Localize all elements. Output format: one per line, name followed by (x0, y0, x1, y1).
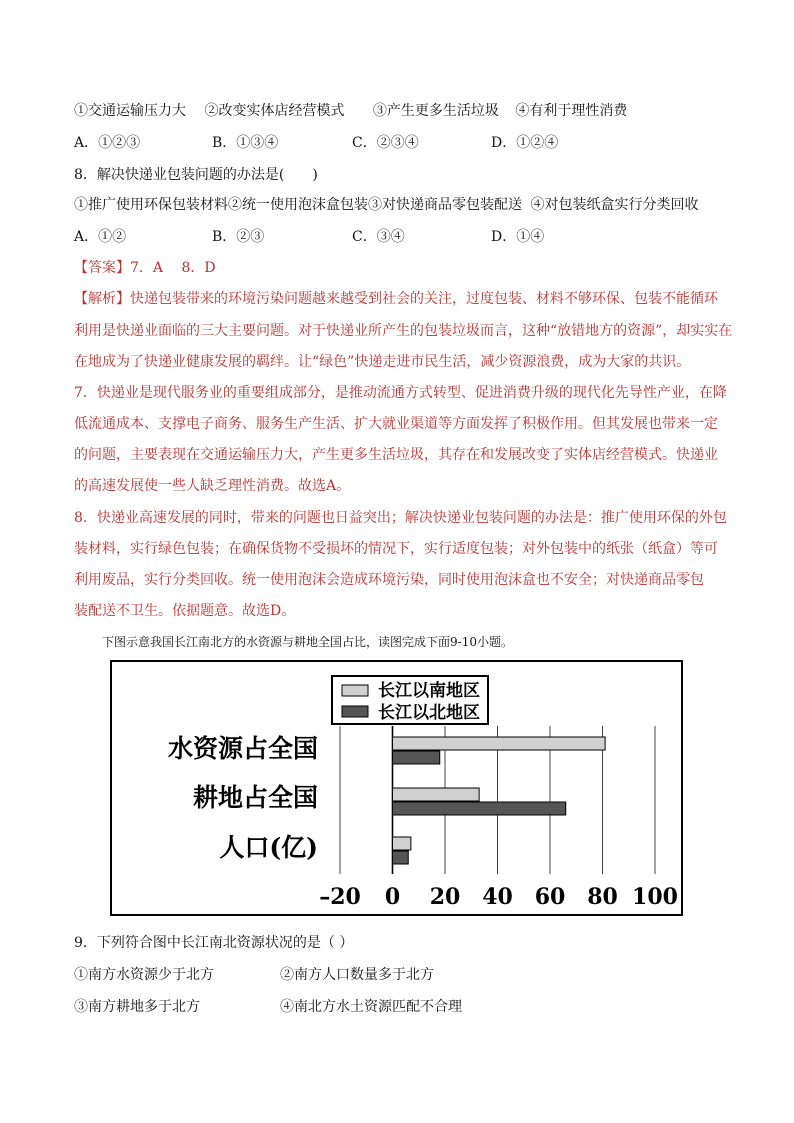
bar-north-1 (393, 802, 566, 815)
bar-south-0 (393, 737, 606, 750)
analysis-text: 快递包装带来的环境污染问题越来越受到社会的关注，过度包装、材料不够环保、包装不能循环 (130, 291, 718, 307)
q8-item-2: ②统一使用泡沫盒包装 (228, 197, 368, 213)
q7-option-c[interactable]: C．②③④ (352, 135, 419, 151)
q9-item-3[interactable]: ③南方耕地多于北方 (74, 999, 200, 1015)
x-tick-label: 60 (534, 884, 566, 910)
q8-item-4: ④对包装纸盒实行分类回收 (530, 197, 699, 213)
x-tick-label: 100 (632, 884, 678, 910)
q8-items (74, 196, 698, 214)
q8-item-3: ③对快递商品零包装配送 (368, 197, 522, 213)
analysis-line-9: 装材料，实行绿色包装；在确保货物不受损坏的情况下，实行适度包装；对外包装中的纸张（纸盒）等可 (74, 541, 718, 557)
x-tick-label: 40 (482, 884, 513, 910)
q8-item-1: ①推广使用环保包装材料 (74, 197, 228, 213)
analysis-line-6: 的问题，主要表现在交通运输压力大，产生更多生活垃圾，其存在和发展改变了实体店经营模式。快递业 (74, 447, 718, 463)
analysis-line-4: 7．快递业是现代服务业的重要组成部分，是推动流通方式转型、促进消费升级的现代化先导性产业，在降 (74, 385, 727, 401)
x-tick-label: 20 (429, 884, 461, 910)
analysis-line-3: 在地成为了快递业健康发展的羁绊。让“绿色”快递走进市民生活，减少资源浪费，成为大家的共识。 (74, 354, 691, 370)
analysis-line-5: 低流通成本、支撑电子商务、服务生产生活、扩大就业渠道等方面发挥了积极作用。但其发展也带来一定 (74, 416, 718, 432)
q7-item-3: ③产生更多生活垃圾 (372, 103, 499, 119)
bar-south-2 (393, 837, 411, 850)
bar-north-2 (393, 851, 409, 864)
q7-item-1: ①交通运输压力大 (74, 103, 186, 119)
analysis-line-2: 利用是快递业面临的三大主要问题。对于快递业所产生的包装垃圾而言，这种“放错地方的资源”，却实实在 (74, 323, 733, 339)
bar-north-0 (393, 751, 440, 764)
q9-stem: 9．下列符合图中长江南北资源状况的是（ ） (74, 935, 354, 951)
answer-tag: 【答案】 (74, 260, 130, 276)
x-tick-label: –20 (319, 884, 361, 910)
analysis-line-11: 装配送不卫生。依据题意。故选D。 (74, 603, 296, 619)
q8-option-b[interactable]: B．②③ (212, 229, 265, 245)
analysis-tag: 【解析】 (74, 291, 130, 307)
q9-item-2[interactable]: ②南方人口数量多于北方 (280, 967, 434, 983)
analysis-line-8: 8．快递业高速发展的同时，带来的问题也日益突出；解决快递业包装问题的办法是：推广使用环保的外包 (74, 510, 727, 526)
q7-option-b[interactable]: B．①③④ (212, 135, 279, 151)
answer-text: 7．A 8．D (130, 260, 216, 276)
legend-swatch-north (342, 706, 368, 717)
analysis-line-7: 的高速发展使一些人缺乏理性消费。故选A。 (74, 478, 351, 494)
q8-option-a[interactable]: A．①② (74, 229, 127, 245)
q8-stem: 8．解决快递业包装问题的办法是( ) (74, 167, 318, 183)
legend-swatch-south (342, 685, 368, 696)
legend-label-south: 长江以南地区 (378, 681, 480, 701)
category-label-farmland: 耕地占全国 (192, 783, 318, 812)
x-tick-label: 80 (587, 884, 618, 910)
q9-item-4[interactable]: ④南北方水土资源匹配不合理 (280, 999, 462, 1015)
analysis-line-10: 利用废品，实行分类回收。统一使用泡沫会造成环境污染，同时使用泡沫盒也不安全；对快递商品零包 (74, 572, 704, 588)
category-label-water: 水资源占全国 (167, 734, 318, 763)
q8-option-c[interactable]: C．③④ (352, 229, 405, 245)
q7-option-d[interactable]: D．①②④ (491, 135, 559, 151)
q7-items (74, 102, 627, 120)
resource-bar-chart (110, 660, 684, 917)
legend-label-north: 长江以北地区 (378, 703, 480, 723)
figure-intro: 下图示意我国长江南北方的水资源与耕地全国占比，读图完成下面9-10小题。 (102, 635, 513, 649)
x-tick-label: 0 (384, 884, 401, 910)
analysis-line-1 (74, 290, 718, 308)
answer-line (74, 259, 216, 277)
bar-south-1 (393, 788, 480, 801)
q7-item-4: ④有利于理性消费 (515, 103, 628, 119)
q7-item-2: ②改变实体店经营模式 (204, 103, 345, 119)
category-label-population: 人口(亿) (219, 833, 318, 862)
q8-option-d[interactable]: D．①④ (491, 229, 545, 245)
q9-item-1[interactable]: ①南方水资源少于北方 (74, 967, 214, 983)
q7-option-a[interactable]: A．①②③ (74, 135, 141, 151)
